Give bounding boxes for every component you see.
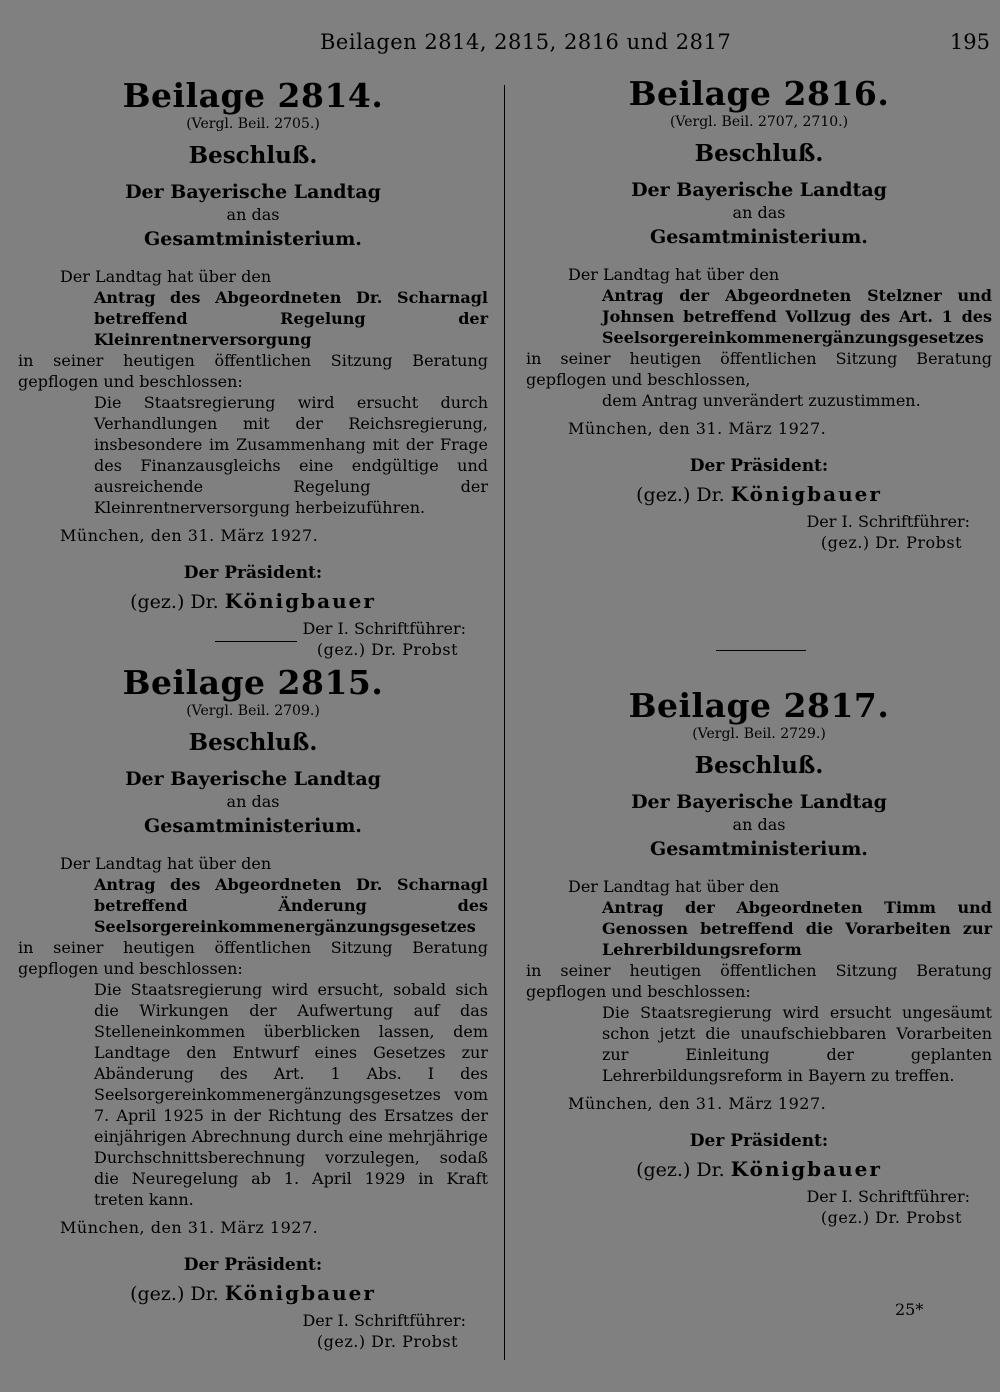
section-separator (716, 650, 806, 651)
beilage-title: Beilage 2816. (628, 74, 890, 113)
secretary-signature: (gez.) Dr. Probst (316, 640, 458, 659)
motion-text: Antrag der Abgeordneten Timm und Genossen betreffend die Vorarbeiten zur Lehrerbildungsreform (602, 898, 992, 959)
president-signature (526, 1157, 992, 1181)
decision-heading: Beschluß. (694, 140, 824, 167)
beilage-reference: (Vergl. Beil. 2705.) (186, 116, 320, 132)
resolution-body: dem Antrag unverändert zuzustimmen. (602, 391, 921, 410)
column-divider (504, 85, 505, 1360)
president-name: Königbauer (730, 1157, 882, 1181)
beilage-reference: (Vergl. Beil. 2729.) (692, 726, 826, 742)
intro-text: Der Landtag hat über den (60, 267, 272, 286)
date-line: München, den 31. März 1927. (60, 1218, 319, 1237)
resolution-body: Die Staatsregierung wird ersucht ungesäumt schon jetzt die unaufschiebbaren Vorarbeiten zur Einleitung der geplanten Lehrerbildungsreform in Bayern zu treffen. (602, 1003, 992, 1085)
session-text: in seiner heutigen öffentlichen Sitzung Beratung gepflogen und beschlossen, (526, 349, 992, 389)
secretary-signature: (gez.) Dr. Probst (820, 1208, 962, 1227)
motion-text: Antrag der Abgeordneten Stelzner und Johnsen betreffend Vollzug des Art. 1 des Seelsorgereinkommenergänzungsgesetzes (602, 286, 992, 347)
resolution-body: Die Staatsregierung wird ersucht, sobald sich die Wirkungen der Aufwertung auf das Stelleneinkommen überblicken lassen, dem Landtage den Entwurf eines Gesetzes zur Abänderung des Art. 1 Abs. I des Seelsorgereinkommenergänzungsgesetzes vom 7. April 1925 in der Richtung des Ersatzes der einjährigen Abrechnung durch eine mehrjährige Durchschnittsberechnung vorzulegen, sodaß die Neuregelung ab 1. April 1929 in Kraft treten kann. (94, 980, 488, 1209)
motion-text: Antrag des Abgeordneten Dr. Scharnagl betreffend Änderung des Seelsorgereinkommenergänzungsgesetzes (94, 875, 488, 936)
sender: Der Bayerische Landtag (125, 768, 381, 790)
intro-text: Der Landtag hat über den (568, 265, 780, 284)
president-signature (526, 482, 992, 506)
beilage-2817 (526, 688, 992, 1227)
signature-prefix: (gez.) Dr. (636, 1159, 725, 1181)
recipient: Gesamtministerium. (144, 228, 362, 250)
beilage-title: Beilage 2817. (628, 686, 890, 725)
recipient: Gesamtministerium. (650, 838, 868, 860)
motion-text: Antrag des Abgeordneten Dr. Scharnagl betreffend Regelung der Kleinrentnerversorgung (94, 288, 488, 349)
signature-prefix: (gez.) Dr. (130, 1283, 219, 1305)
signature-prefix: (gez.) Dr. (636, 484, 725, 506)
decision-heading: Beschluß. (188, 729, 318, 756)
running-head: Beilagen 2814, 2815, 2816 und 2817 (320, 30, 732, 54)
beilage-2814 (18, 78, 488, 659)
session-text: in seiner heutigen öffentlichen Sitzung Beratung gepflogen und beschlossen: (526, 961, 992, 1001)
beilage-title: Beilage 2814. (122, 76, 384, 115)
sender: Der Bayerische Landtag (631, 791, 887, 813)
recipient: Gesamtministerium. (144, 815, 362, 837)
sheet-signature-mark: 25* (895, 1300, 924, 1319)
date-line: München, den 31. März 1927. (60, 526, 319, 545)
secretary-label: Der I. Schriftführer: (302, 619, 466, 638)
page-number: 195 (949, 30, 990, 54)
president-label: Der Präsident: (689, 456, 829, 476)
address-connector: an das (226, 205, 280, 224)
president-label: Der Präsident: (183, 563, 323, 583)
session-text: in seiner heutigen öffentlichen Sitzung Beratung gepflogen und beschlossen: (18, 351, 488, 391)
section-separator (215, 641, 297, 642)
decision-heading: Beschluß. (694, 752, 824, 779)
sender: Der Bayerische Landtag (125, 181, 381, 203)
president-name: Königbauer (224, 589, 376, 613)
date-line: München, den 31. März 1927. (568, 419, 827, 438)
beilage-title: Beilage 2815. (122, 663, 384, 702)
decision-heading: Beschluß. (188, 142, 318, 169)
intro-text: Der Landtag hat über den (568, 877, 780, 896)
president-name: Königbauer (224, 1281, 376, 1305)
secretary-label: Der I. Schriftführer: (806, 512, 970, 531)
address-connector: an das (732, 815, 786, 834)
president-signature (18, 589, 488, 613)
secretary-signature: (gez.) Dr. Probst (316, 1332, 458, 1351)
president-signature (18, 1281, 488, 1305)
president-label: Der Präsident: (183, 1255, 323, 1275)
secretary-signature: (gez.) Dr. Probst (820, 533, 962, 552)
president-name: Königbauer (730, 482, 882, 506)
beilage-reference: (Vergl. Beil. 2709.) (186, 703, 320, 719)
date-line: München, den 31. März 1927. (568, 1094, 827, 1113)
beilage-reference: (Vergl. Beil. 2707, 2710.) (669, 114, 849, 130)
beilage-2815 (18, 665, 488, 1351)
secretary-label: Der I. Schriftführer: (806, 1187, 970, 1206)
beilage-2816 (526, 76, 992, 552)
resolution-body: Die Staatsregierung wird ersucht durch Verhandlungen mit der Reichsregierung, insbesondere im Zusammenhang mit der Frage des Finanzausgleichs eine endgültige und ausreichende Regelung der Kleinrentnerversorgung herbeizuführen. (94, 393, 488, 517)
session-text: in seiner heutigen öffentlichen Sitzung Beratung gepflogen und beschlossen: (18, 938, 488, 978)
intro-text: Der Landtag hat über den (60, 854, 272, 873)
president-label: Der Präsident: (689, 1131, 829, 1151)
address-connector: an das (732, 203, 786, 222)
sender: Der Bayerische Landtag (631, 179, 887, 201)
address-connector: an das (226, 792, 280, 811)
secretary-label: Der I. Schriftführer: (302, 1311, 466, 1330)
signature-prefix: (gez.) Dr. (130, 591, 219, 613)
recipient: Gesamtministerium. (650, 226, 868, 248)
